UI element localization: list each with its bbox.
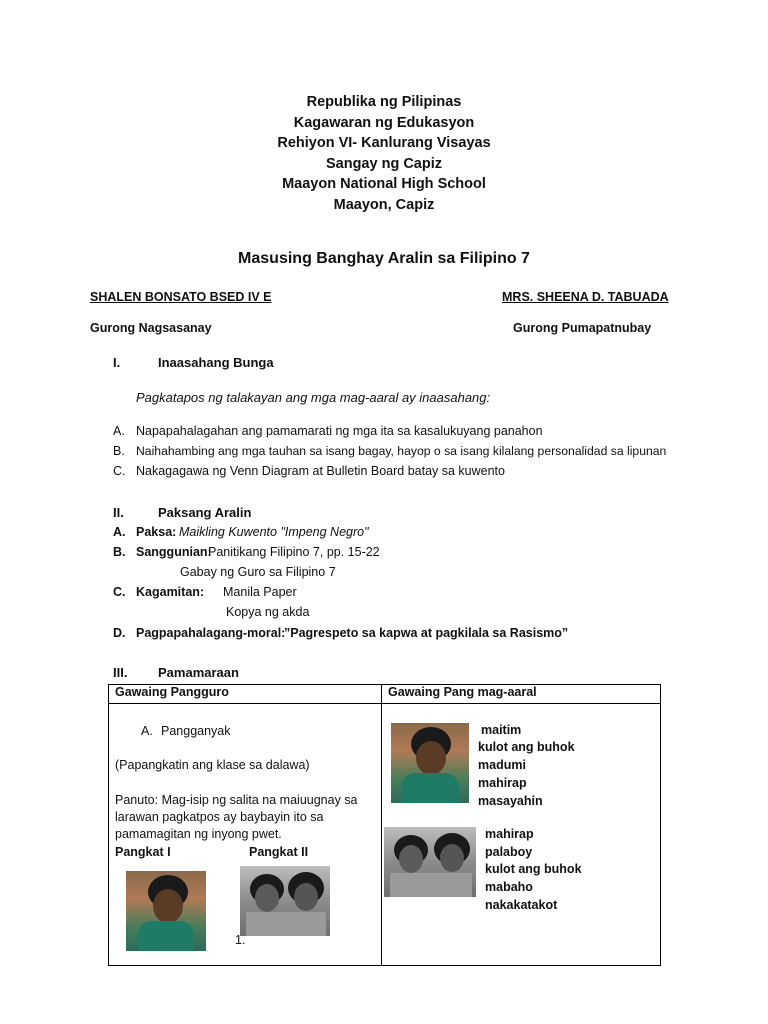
- section-number: III.: [113, 665, 128, 680]
- table-header-teacher: Gawaing Pangguro: [109, 685, 382, 704]
- children-photo: [384, 827, 476, 897]
- answer-word: maitim: [481, 723, 522, 737]
- table-header-student: Gawaing Pang mag-aaral: [382, 685, 661, 704]
- panuto-line: Panuto: Mag-isip ng salita na maiuugnay sa: [115, 793, 358, 807]
- section-title: Paksang Aralin: [158, 505, 252, 520]
- sanggunian-label: Sanggunian:: [136, 545, 212, 559]
- cooperating-teacher-role: Gurong Pumapatnubay: [513, 321, 652, 335]
- header-line: Kagawaran ng Edukasyon: [293, 114, 475, 131]
- objective-item: Napapahalagahan ang pamamarati ng mga ita sa kasalukuyang panahon: [136, 424, 543, 438]
- list-letter: B.: [113, 545, 126, 559]
- objective-item: Naihahambing ang mga tauhan sa isang bagay, hayop o sa isang kilalang personalidad sa lipunan: [136, 444, 667, 458]
- objectives-intro: Pagkatapos ng talakayan ang mga mag-aaral ay inaasahang:: [136, 390, 491, 405]
- moral-value: ”Pagrespeto sa kapwa at pagkilala sa Rasismo”: [284, 626, 569, 640]
- item-number: 1.: [235, 933, 246, 947]
- pangganyak-label: Pangganyak: [161, 724, 231, 738]
- list-letter: C.: [113, 464, 126, 478]
- list-letter: B.: [113, 444, 125, 458]
- header-line: Maayon National High School: [282, 176, 486, 193]
- paksa-value: Maikling Kuwento "Impeng Negro": [179, 525, 369, 539]
- answer-word: mahirap: [485, 827, 534, 841]
- answer-word: palaboy: [485, 845, 533, 859]
- kagamitan-value: Manila Paper: [223, 585, 297, 599]
- student-teacher-name: SHALEN BONSATO BSED IV E: [90, 290, 272, 304]
- answer-word: mabaho: [485, 880, 533, 894]
- moral-label: Pagpapahalagang-moral:: [136, 626, 286, 640]
- section-title: Pamamaraan: [158, 665, 239, 680]
- sanggunian-value: Gabay ng Guro sa Filipino 7: [180, 565, 336, 579]
- student-teacher-role: Gurong Nagsasanay: [90, 321, 212, 335]
- sanggunian-value: Panitikang Filipino 7, pp. 15-22: [208, 545, 380, 559]
- header-line: Republika ng Pilipinas: [306, 94, 462, 110]
- portrait-photo: [391, 723, 469, 803]
- student-activity-cell: [382, 704, 661, 966]
- section-number: I.: [113, 355, 121, 370]
- document-header: [0, 92, 768, 216]
- answer-word: nakakatakot: [485, 898, 558, 912]
- panuto-line: pamamagitan ng inyong pwet.: [115, 827, 282, 841]
- panuto-line: larawan pagkatpos ay baybayin ito sa: [115, 810, 324, 824]
- kagamitan-label: Kagamitan:: [136, 585, 205, 599]
- paksa-label: Paksa:: [136, 525, 177, 539]
- answer-word: kulot ang buhok: [478, 740, 575, 754]
- header-line: Maayon, Capiz: [333, 196, 435, 213]
- section-number: II.: [113, 505, 124, 520]
- procedure-table: [108, 684, 661, 966]
- answer-word: kulot ang buhok: [485, 862, 582, 876]
- kagamitan-value: Kopya ng akda: [226, 605, 310, 619]
- group-label: Pangkat II: [249, 845, 309, 859]
- list-letter: D.: [113, 626, 126, 640]
- document-title: Masusing Banghay Aralin sa Filipino 7: [238, 250, 530, 267]
- answer-word: madumi: [478, 758, 526, 772]
- group-label: Pangkat I: [115, 845, 171, 859]
- answer-word: masayahin: [478, 794, 543, 808]
- section-title: Inaasahang Bunga: [158, 355, 274, 370]
- header-line: Sangay ng Capiz: [325, 155, 443, 172]
- teacher-activity-cell: [109, 704, 382, 966]
- answer-word: mahirap: [478, 776, 527, 790]
- list-letter: A.: [141, 724, 153, 738]
- list-letter: A.: [113, 424, 125, 438]
- portrait-photo: [126, 871, 206, 951]
- cooperating-teacher-name: MRS. SHEENA D. TABUADA: [502, 290, 669, 304]
- header-line: Rehiyon VI- Kanlurang Visayas: [277, 135, 491, 152]
- list-letter: A.: [113, 525, 126, 539]
- grouping-instruction: (Papangkatin ang klase sa dalawa): [115, 758, 310, 772]
- objective-item: Nakagagawa ng Venn Diagram at Bulletin Board batay sa kuwento: [136, 464, 505, 478]
- children-photo: [240, 866, 330, 936]
- list-letter: C.: [113, 585, 126, 599]
